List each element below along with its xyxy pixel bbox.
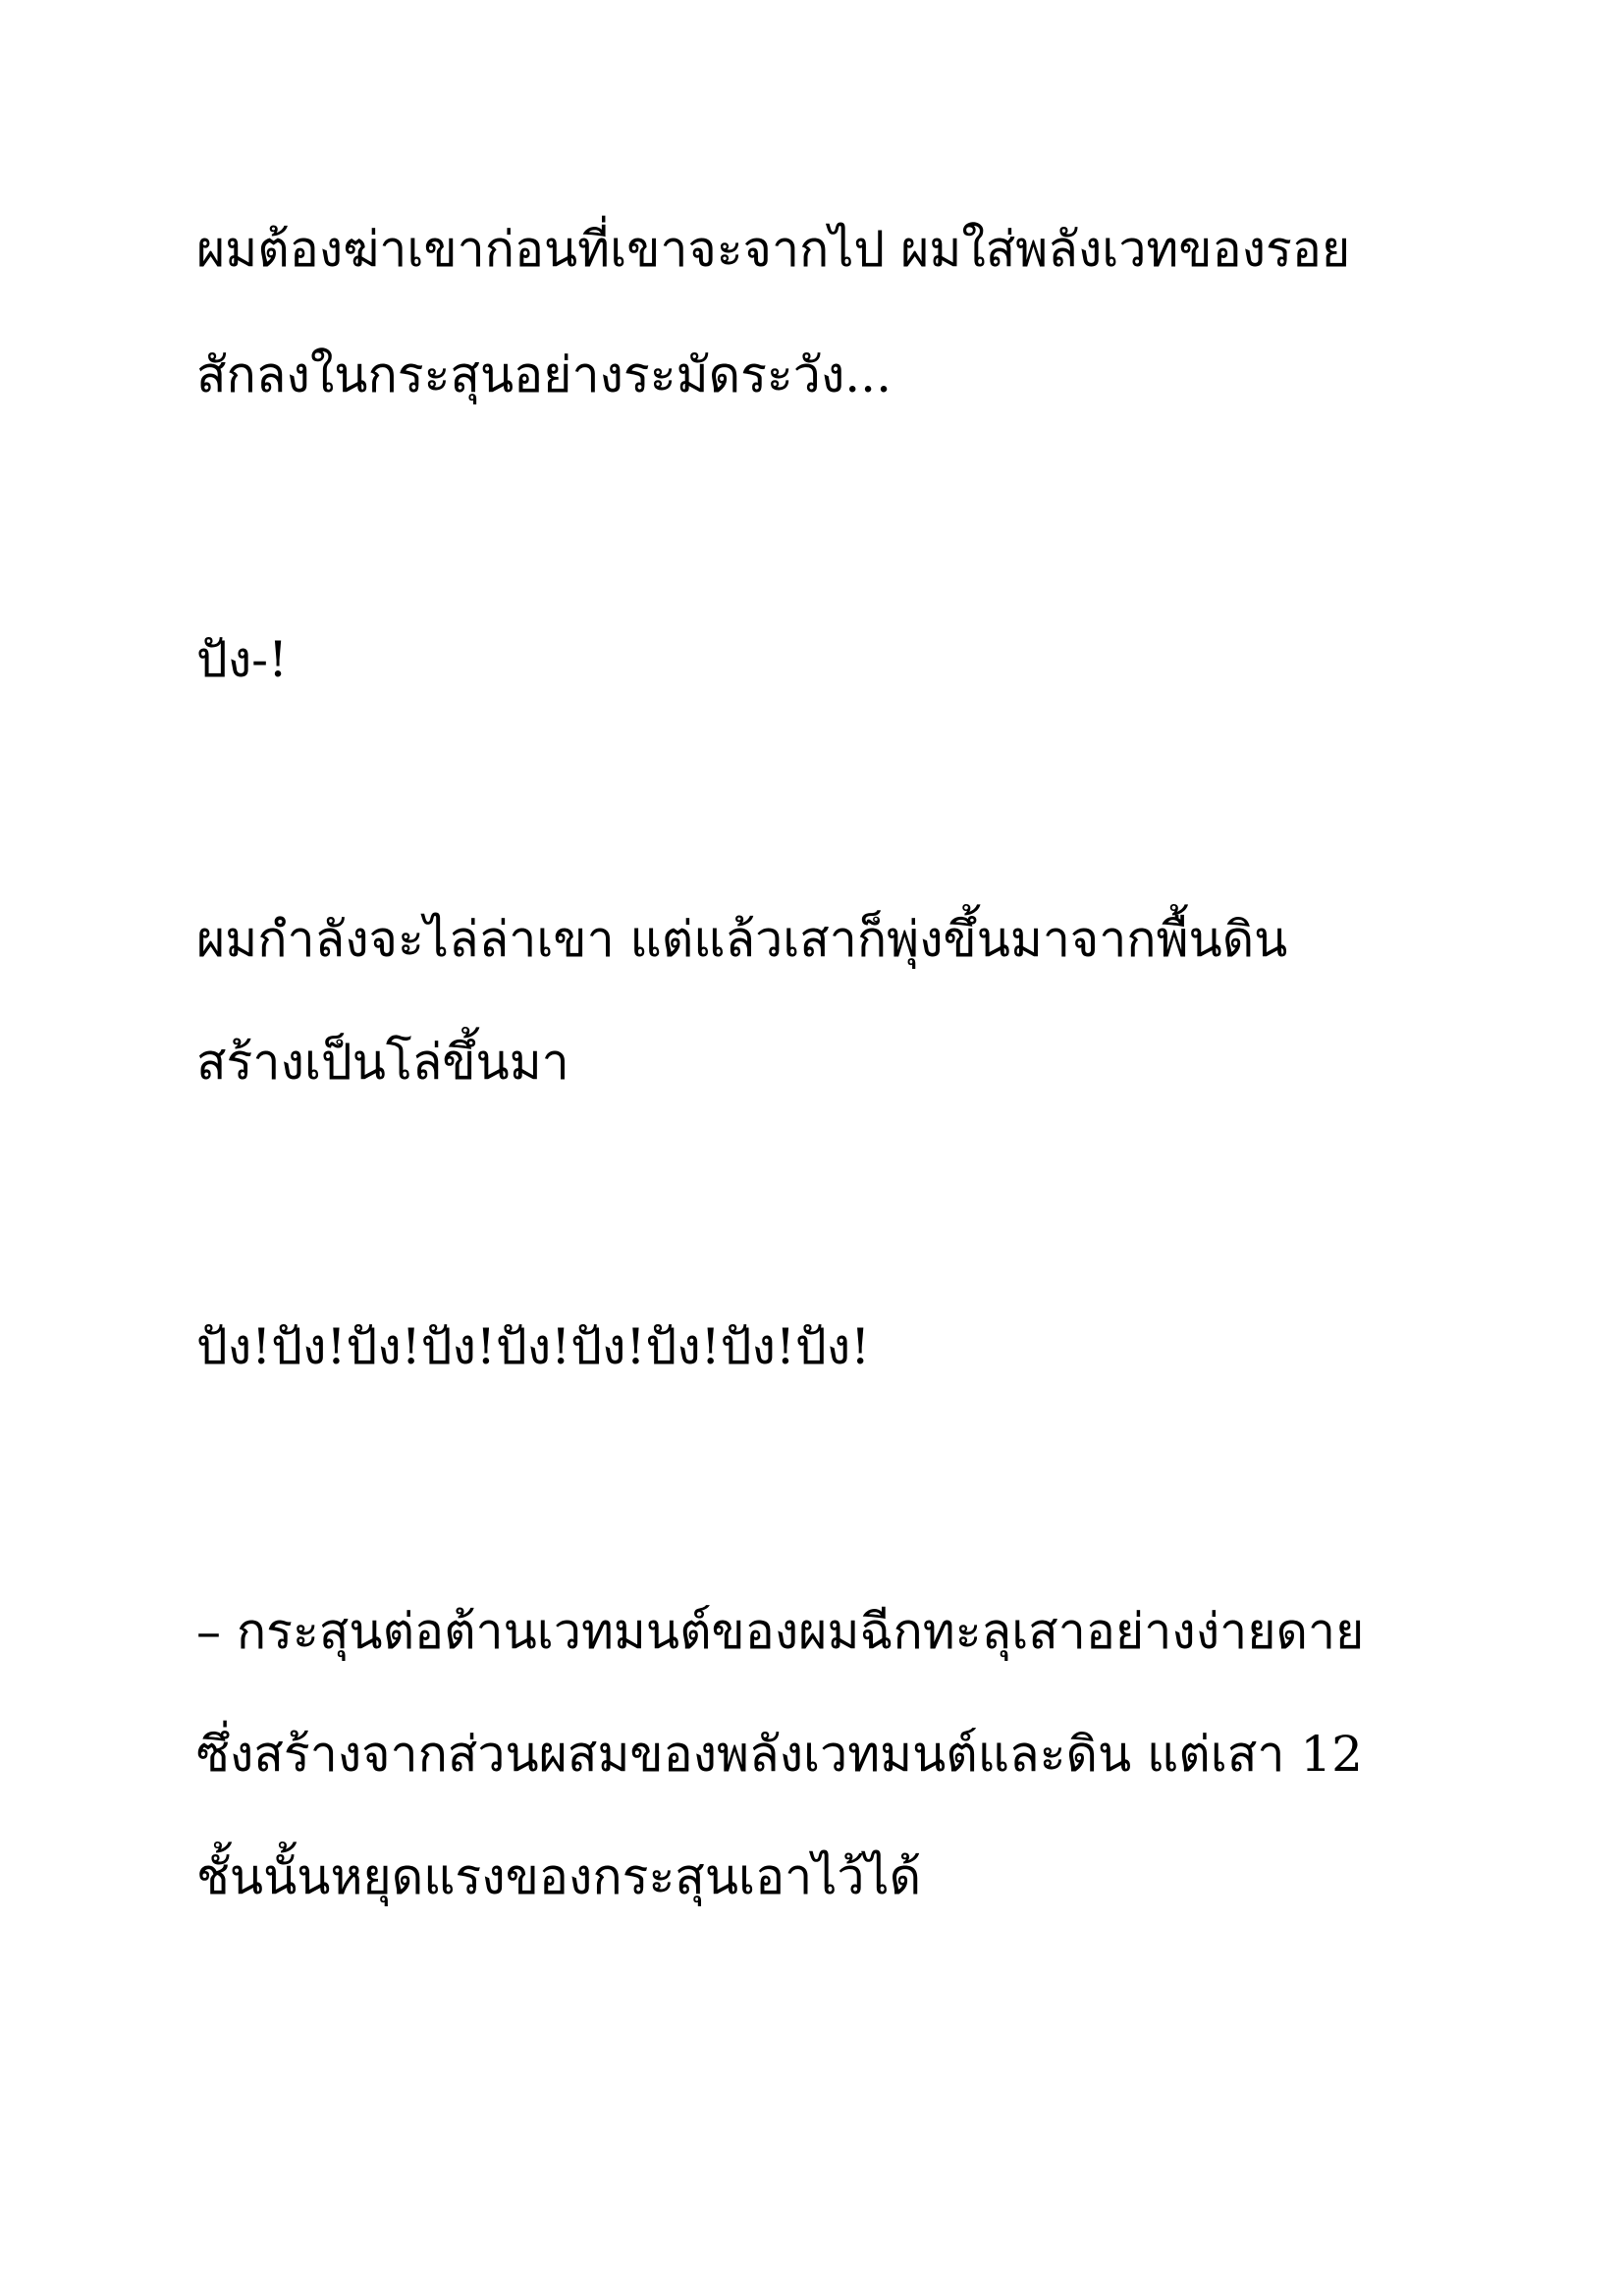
- text-line: ปัง-!: [196, 631, 289, 688]
- text-line: ปัง!ปัง!ปัง!ปัง!ปัง!ปัง!ปัง!ปัง!ปัง!: [196, 1318, 871, 1375]
- text-line: สักลงในกระสุนอย่างระมัดระวัง...: [196, 347, 892, 403]
- text-line: ชั้นนั้นหยุดแรงของกระสุนเอาไว้ได้: [196, 1848, 922, 1905]
- text-line: ซึ่งสร้างจากส่วนผสมของพลังเวทมนต์และดิน แต่เสา 12: [196, 1726, 1363, 1783]
- text-line: ผมกำลังจะไล่ล่าเขา แต่แล้วเสาก็พุ่งขึ้นมาจากพื้นดิน: [196, 911, 1288, 968]
- text-line: – กระสุนต่อต้านเวทมนต์ของผมฉีกทะลุเสาอย่างง่ายดาย: [196, 1603, 1365, 1660]
- text-line: ผมต้องฆ่าเขาก่อนที่เขาจะจากไป ผมใส่พลังเวทของรอย: [196, 221, 1351, 278]
- text-line: สร้างเป็นโล่ขึ้นมา: [196, 1034, 569, 1091]
